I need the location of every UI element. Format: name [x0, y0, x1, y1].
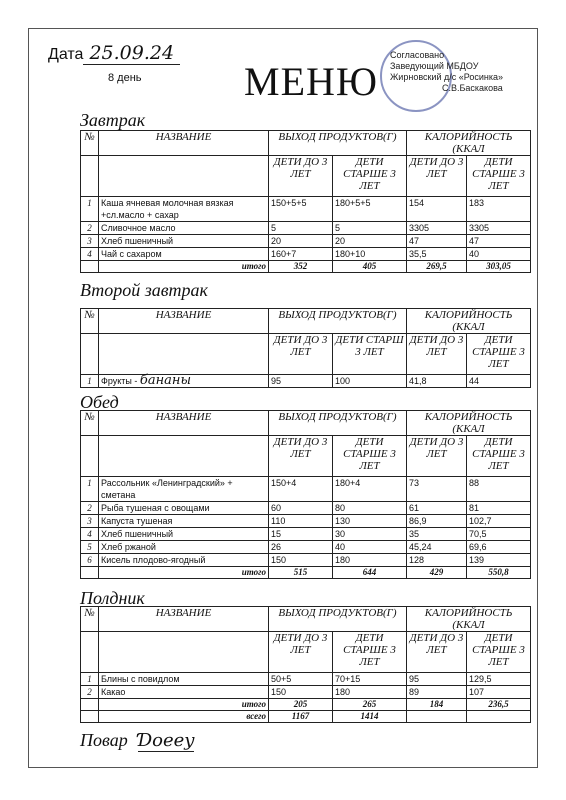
- col-name: НАЗВАНИЕ: [99, 309, 269, 334]
- section-title-lunch: Обед: [80, 392, 119, 412]
- col-calories: КАЛОРИЙНОСТЬ (ККАЛ: [407, 607, 531, 632]
- date-value: 25.09.24: [83, 42, 180, 65]
- total-row: итого 205 265 184 236,5: [81, 699, 531, 711]
- col-name: НАЗВАНИЕ: [99, 131, 269, 156]
- breakfast-table: [80, 130, 531, 273]
- table-row: 1 Каша ячневая молочная вязкая +сл.масло + сахар 150+5+5 180+5+5 154 183: [81, 197, 531, 222]
- grand-total-row: всего 1167 1414: [81, 711, 531, 723]
- col-calories: КАЛОРИЙНОСТЬ (ККАЛ: [407, 131, 531, 156]
- table-row: 1 Фрукты - бананы 95 100 41,8 44: [81, 375, 531, 388]
- col-cal-young: ДЕТИ ДО 3 ЛЕТ: [407, 632, 467, 673]
- col-yield-young: ДЕТИ ДО 3 ЛЕТ: [269, 156, 333, 197]
- section-title-breakfast: Завтрак: [80, 110, 146, 130]
- col-cal-young: ДЕТИ ДО 3 ЛЕТ: [407, 436, 467, 477]
- table-row: 3 Капуста тушеная 110 130 86,9 102,7: [81, 515, 531, 528]
- snack-table: [80, 606, 531, 723]
- table-row: 5 Хлеб ржаной 26 40 45,24 69,6: [81, 541, 531, 554]
- col-cal-old: ДЕТИ СТАРШЕ 3 ЛЕТ: [467, 156, 531, 197]
- col-num: №: [81, 309, 99, 334]
- col-num: №: [81, 607, 99, 632]
- table-row: 1 Рассольник «Ленинградский» + сметана 150+4 180+4 73 88: [81, 477, 531, 502]
- table-row: 6 Кисель плодово-ягодный 150 180 128 139: [81, 554, 531, 567]
- approval-line: С.В.Баскакова: [442, 83, 503, 93]
- col-yield: ВЫХОД ПРОДУКТОВ(Г): [269, 309, 407, 334]
- second-breakfast-table: [80, 308, 531, 388]
- date-line: [48, 42, 180, 64]
- total-row: итого 352 405 269,5 303,05: [81, 261, 531, 273]
- col-num: №: [81, 131, 99, 156]
- table-row: 2 Сливочное масло 5 5 3305 3305: [81, 222, 531, 235]
- table-row: 3 Хлеб пшеничный 20 20 47 47: [81, 235, 531, 248]
- lunch-table: [80, 410, 531, 579]
- total-row: итого 515 644 429 550,8: [81, 567, 531, 579]
- cook-signature-line: [80, 730, 194, 751]
- col-yield-young: ДЕТИ ДО 3 ЛЕТ: [269, 632, 333, 673]
- col-name: НАЗВАНИЕ: [99, 607, 269, 632]
- cook-signature: Ɗoeey: [137, 730, 195, 751]
- table-row: 1 Блины с повидлом 50+5 70+15 95 129,5: [81, 673, 531, 686]
- col-cal-old: ДЕТИ СТАРШЕ 3 ЛЕТ: [467, 436, 531, 477]
- approval-line: Жирновский д/с «Росинка»: [390, 72, 504, 82]
- col-num: №: [81, 411, 99, 436]
- page-title: МЕНЮ: [244, 59, 378, 104]
- approval-line: Заведующий МБДОУ: [390, 61, 479, 71]
- col-calories: КАЛОРИЙНОСТЬ (ККАЛ: [407, 309, 531, 334]
- col-yield: ВЫХОД ПРОДУКТОВ(Г): [269, 131, 407, 156]
- col-yield: ВЫХОД ПРОДУКТОВ(Г): [269, 411, 407, 436]
- col-yield-old: ДЕТИ СТАРШЕ 3 ЛЕТ: [333, 436, 407, 477]
- col-yield: ВЫХОД ПРОДУКТОВ(Г): [269, 607, 407, 632]
- col-cal-young: ДЕТИ ДО 3 ЛЕТ: [407, 334, 467, 375]
- cook-label: Повар: [80, 730, 128, 750]
- col-yield-young: ДЕТИ ДО 3 ЛЕТ: [269, 334, 333, 375]
- col-calories: КАЛОРИЙНОСТЬ (ККАЛ: [407, 411, 531, 436]
- section-title-snack: Полдник: [80, 588, 145, 608]
- table-row: 4 Чай с сахаром 160+7 180+10 35,5 40: [81, 248, 531, 261]
- col-cal-old: ДЕТИ СТАРШЕ 3 ЛЕТ: [467, 334, 531, 375]
- day-number: 8 день: [108, 72, 142, 84]
- col-cal-young: ДЕТИ ДО 3 ЛЕТ: [407, 156, 467, 197]
- table-row: 2 Рыба тушеная с овощами 60 80 61 81: [81, 502, 531, 515]
- table-row: 4 Хлеб пшеничный 15 30 35 70,5: [81, 528, 531, 541]
- approval-block: [390, 50, 503, 94]
- col-yield-old: ДЕТИ СТАРШ 3 ЛЕТ: [333, 334, 407, 375]
- col-yield-old: ДЕТИ СТАРШЕ 3 ЛЕТ: [333, 632, 407, 673]
- col-yield-old: ДЕТИ СТАРШЕ 3 ЛЕТ: [333, 156, 407, 197]
- date-label: Дата: [48, 46, 84, 63]
- approval-line: Согласовано: [390, 50, 445, 60]
- handwritten-fruit: бананы: [139, 373, 192, 388]
- col-yield-young: ДЕТИ ДО 3 ЛЕТ: [269, 436, 333, 477]
- col-cal-old: ДЕТИ СТАРШЕ 3 ЛЕТ: [467, 632, 531, 673]
- col-name: НАЗВАНИЕ: [99, 411, 269, 436]
- table-row: 2 Какао 150 180 89 107: [81, 686, 531, 699]
- section-title-second-breakfast: Второй завтрак: [80, 280, 208, 300]
